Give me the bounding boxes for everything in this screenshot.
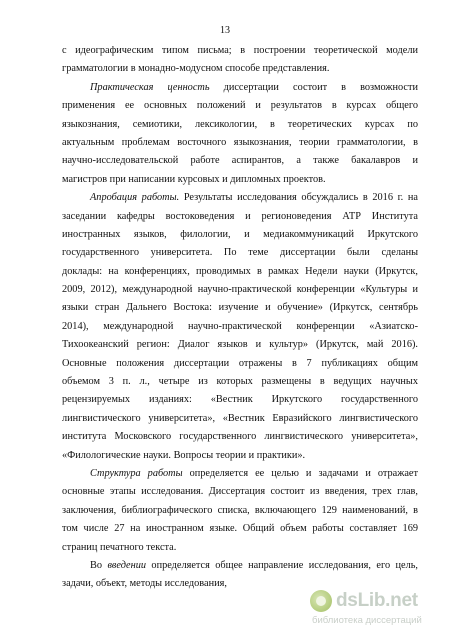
italic-term: введении [107,559,147,571]
line-text: доклады: на конференциях, проводимых в рамках Недели науки (Иркутск, [62,265,418,277]
text-line [62,428,418,446]
line-text: Основные положения диссертации отражены в 7 публикациях общим [62,357,418,369]
line-text: грамматологии в монадно-модусном способе представления. [62,63,330,75]
text-line [62,539,418,557]
line-text: с идеографическим типом письма; в построении теоретической модели [62,45,418,56]
text-line [62,318,418,336]
line-text: рецензируемых изданиях: «Вестник Иркутского государственного [62,394,418,406]
text-line [62,557,418,575]
line-text: магистров при написании курсовых и дипломных проектов. [62,173,326,185]
text-line [62,79,418,97]
text-line [62,171,418,189]
text-line [62,299,418,317]
line-text: Тихоокеанский регион: Диалог языков и культур» (Иркутск, май 2016). [62,339,418,351]
text-line [62,116,418,134]
line-text: диссертации состоит в возможности [209,81,418,93]
text-line [62,42,418,60]
text-line [62,447,418,465]
line-text: «Филологические науки. Вопросы теории и практики». [62,449,306,461]
line-text: языки стран Дальнего Востока: изучение и обучение» (Иркутск, сентябрь [62,302,418,314]
text-line [62,355,418,373]
line-text: актуальным проблемам восточного языкознания, теории грамматологии, в [62,136,418,148]
text-line [62,410,418,428]
line-text: объемом 3 п. л., четыре из которых размещены в ведущих научных [62,376,418,388]
line-text: заседании кафедры востоковедения и регионоведения АТР Института [62,210,418,222]
italic-heading: Апробация работы. [90,192,180,204]
italic-heading: Практическая ценность [90,81,210,93]
page-number: 13 [220,25,230,36]
document-body [62,42,418,594]
line-text: института Московского государственного лингвистического университета», [62,431,418,443]
line-text: 2014), международной научно-практической конференции «Азиатско- [62,320,418,332]
line-text: определяется общее направление исследования, его цель, [146,559,418,571]
line-text: страниц печатного текста. [62,541,177,553]
text-line [62,483,418,501]
text-line [62,520,418,538]
text-line [62,60,418,78]
watermark [310,588,432,628]
line-text: лингвистического университета», «Вестник Евразийского лингвистического [62,412,418,424]
text-line [62,208,418,226]
line-text: основные этапы исследования. Диссертация состоит из введения, трех глав, [62,486,418,498]
text-line [62,391,418,409]
line-text: иностранных языков, филологии, и медиакоммуникаций Иркутского [62,228,418,240]
text-line [62,373,418,391]
text-line [62,189,418,207]
line-text: определяется ее целью и задачами и отражает [182,467,418,479]
line-text: применения ее основных положений и результатов в курсах общего [62,100,418,112]
text-line [62,152,418,170]
text-line [62,263,418,281]
line-text: государственного университета. По теме диссертации были сделаны [62,247,418,259]
text-line [62,502,418,520]
line-text: том числе 27 на иностранном языке. Общий объем работы составляет 169 [62,523,418,535]
line-text: языкознания, семиотики, лексикологии, в теоретических курсах по [62,118,418,130]
watermark-logo [310,588,432,614]
text-line [62,244,418,262]
watermark-logo-text: dsLib.net [336,590,418,611]
line-text: Во [90,559,108,571]
text-line [62,281,418,299]
line-text: Результаты исследования обсуждались в 2016 г. на [179,192,418,204]
watermark-caption: библиотека диссертаций [312,615,422,626]
text-line [62,336,418,354]
globe-icon [310,590,332,612]
line-text: научно-исследовательской работе аспирантов, а также бакалавров и [62,155,418,167]
italic-heading: Структура работы [90,467,183,479]
text-line [62,97,418,115]
line-text: 2009, 2012), международной научно-практической конференции «Культуры и [62,284,418,296]
line-text: заключения, библиографического списка, включающего 129 наименований, в [62,504,418,516]
text-line [62,465,418,483]
line-text: задачи, объект, методы исследования, [62,578,227,590]
text-line [62,134,418,152]
text-line [62,226,418,244]
